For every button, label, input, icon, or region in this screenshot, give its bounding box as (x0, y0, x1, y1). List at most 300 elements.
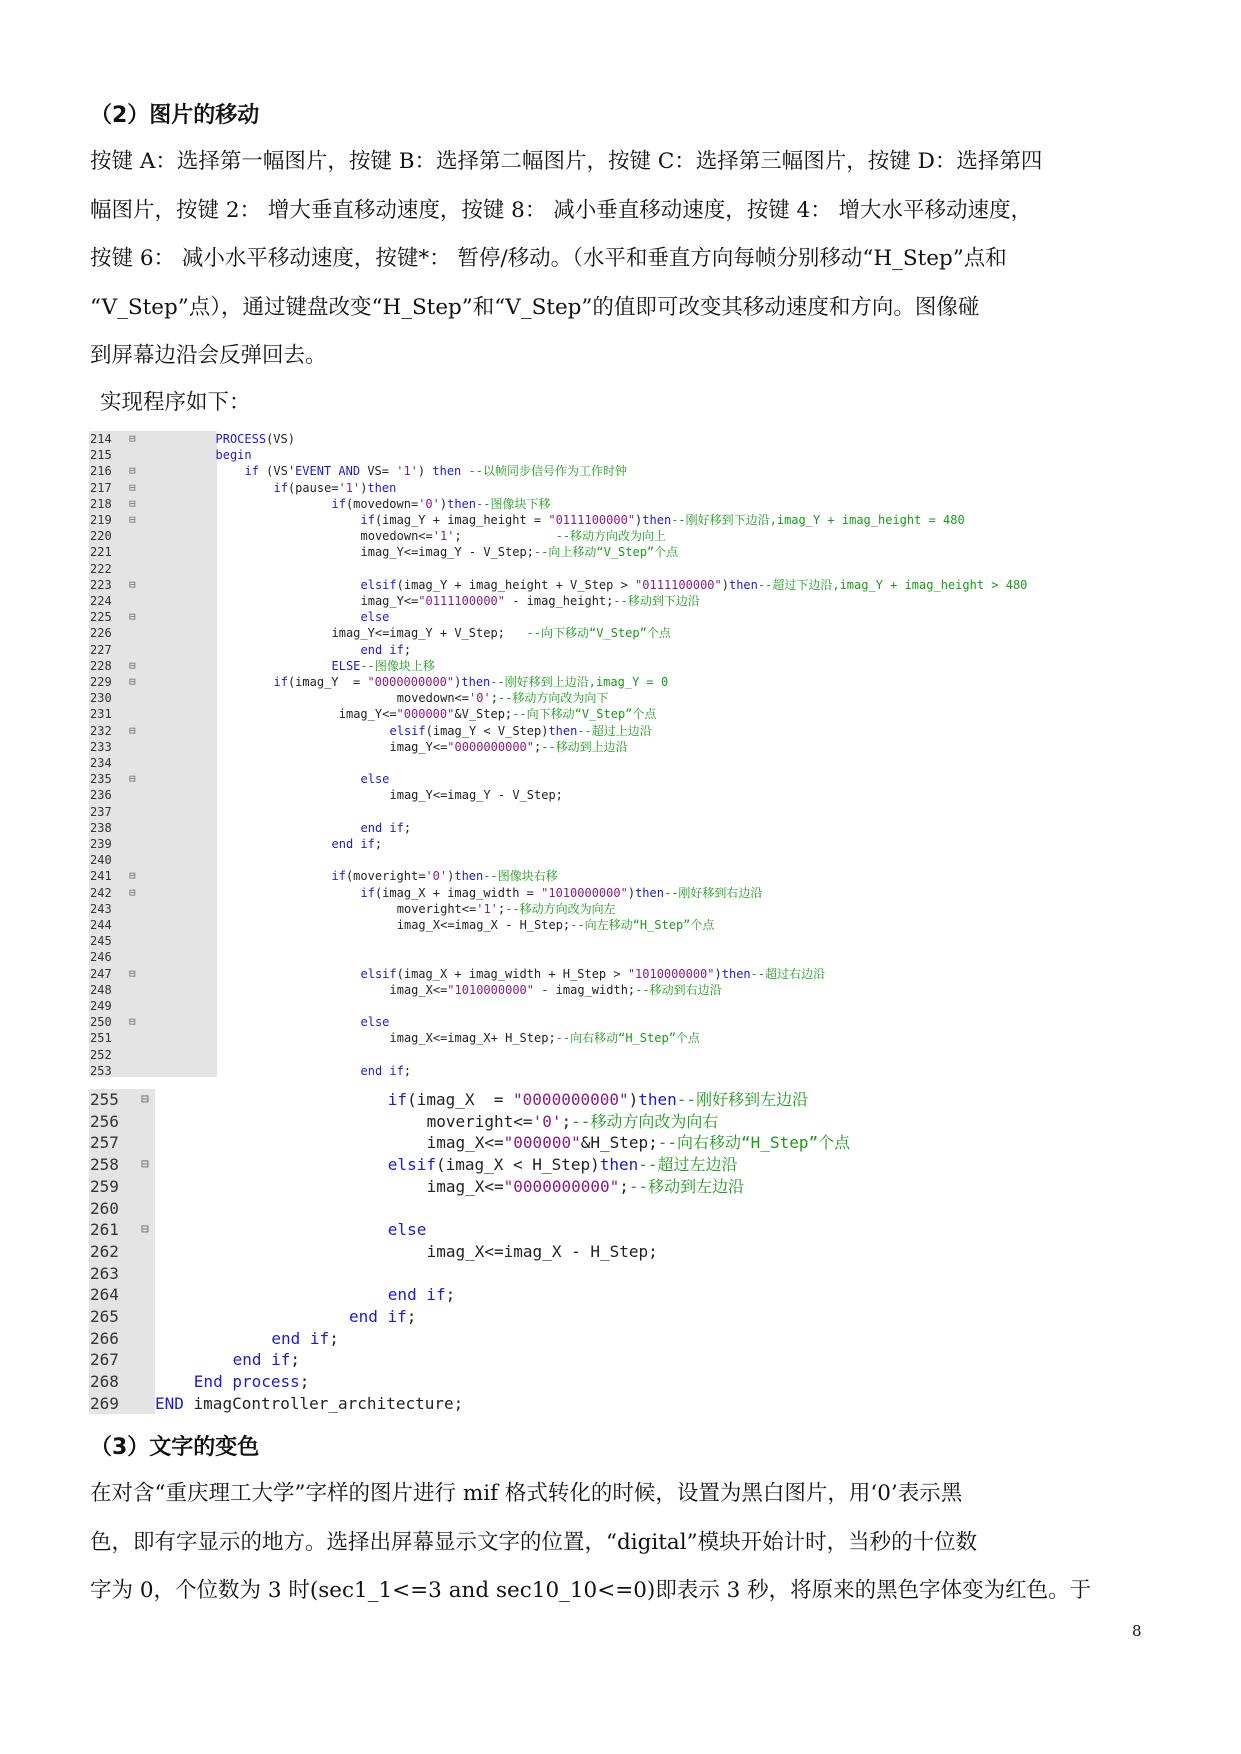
fold-marker-icon[interactable]: ⊟ (129, 610, 136, 624)
line-number: 251 (90, 1031, 112, 1046)
code-text (390, 739, 628, 755)
line-number: 241 (90, 869, 112, 884)
paragraph-line: 色，即有字显示的地方。选择出屏幕显示文字的位置，“digital”模块开始计时，当秒的十位数 (90, 1529, 978, 1555)
line-number: 263 (90, 1263, 119, 1283)
comment-token: --向上移动“V_Step”个点 (533, 545, 679, 560)
code-line (89, 561, 1149, 577)
comment-token: --超过右边沿 (750, 966, 826, 981)
line-number: 220 (90, 529, 112, 544)
line-number: 262 (90, 1241, 119, 1261)
code-token: imag_X<=imag_X - H_Step; (426, 1241, 658, 1261)
line-number: 250 (90, 1015, 112, 1030)
code-text (390, 982, 722, 998)
code-token: ; (329, 1328, 339, 1348)
fold-marker-icon[interactable]: ⊟ (141, 1092, 149, 1107)
comment-token: --移动方向改为向右 (571, 1111, 719, 1131)
code-line (89, 1198, 1149, 1220)
code-token: (imag_X = (407, 1090, 514, 1109)
string-token: '0' (425, 869, 448, 884)
code-token: ; (290, 1350, 301, 1370)
line-number: 214 (90, 432, 112, 446)
fold-marker-icon[interactable]: ⊟ (129, 464, 136, 478)
code-token: ; (403, 642, 412, 657)
line-number: 231 (90, 707, 112, 722)
code-token: (pause= (287, 480, 339, 495)
code-token: (movedown= (345, 496, 419, 511)
code-line (89, 1111, 1149, 1133)
code-line (89, 966, 1149, 982)
string-token: "0000000000" (447, 739, 534, 754)
code-line (89, 1014, 1149, 1030)
paragraph-line: 字为 0，个位数为 3 时(sec1_1<=3 and sec10_10<=0)即表示 3 秒，将原来的黑色字体变为红色。于 (90, 1578, 1092, 1603)
code-token: ; (561, 1111, 572, 1131)
keyword-token: then (721, 966, 751, 981)
code-token: (imag_Y + imag_height = (374, 513, 549, 527)
section-3-paragraph (90, 1470, 1156, 1616)
line-number: 249 (90, 999, 112, 1013)
code-token: ; (403, 1063, 412, 1078)
string-token: "0111100000" (548, 513, 636, 527)
code-token: ; (445, 1285, 456, 1305)
line-number: 252 (90, 1047, 112, 1062)
code-text (390, 787, 563, 803)
code-line (89, 1219, 1149, 1241)
keyword-token: begin (215, 448, 252, 463)
code-line (89, 1241, 1149, 1263)
code-token: imag_Y<= (338, 707, 397, 722)
keyword-token: PROCESS (215, 432, 267, 446)
code-text (388, 1284, 455, 1306)
code-text (397, 901, 616, 917)
keyword-token: then (642, 513, 672, 527)
code-text (361, 577, 1028, 593)
string-token: "1010000000" (447, 982, 534, 997)
line-number: 267 (90, 1350, 119, 1370)
code-token: ; (497, 901, 506, 916)
code-line (89, 658, 1149, 674)
keyword-token: then (635, 885, 664, 900)
code-token: imag_Y<=imag_Y + V_Step; (331, 626, 527, 641)
code-token: ) (721, 577, 729, 592)
code-line (89, 1328, 1149, 1350)
keyword-token: end if (271, 1328, 330, 1348)
code-line (89, 1154, 1149, 1176)
code-token: ) (628, 1090, 639, 1109)
code-text (361, 512, 965, 528)
code-token: (imag_X + imag_width = (374, 885, 542, 900)
code-line (89, 1176, 1149, 1198)
code-text (361, 771, 390, 787)
code-line (89, 1306, 1149, 1328)
comment-token: --向下移动“V_Step”个点 (512, 707, 657, 722)
code-line (89, 901, 1149, 917)
line-number: 224 (90, 594, 112, 608)
fold-marker-icon[interactable]: ⊟ (129, 1015, 136, 1029)
code-token: imag_X<= (426, 1133, 504, 1153)
string-token: '0' (532, 1111, 562, 1131)
line-number: 230 (90, 691, 112, 706)
code-line (89, 1393, 1149, 1415)
code-line (89, 1089, 1149, 1111)
line-number: 245 (90, 934, 112, 949)
keyword-token: End process (193, 1372, 300, 1392)
code-text (332, 836, 383, 852)
paragraph-line: 按键 A：选择第一幅图片，按键 B：选择第二幅图片，按键 C：选择第三幅图片，按键 D：选择第四 (90, 149, 1043, 174)
fold-marker-icon[interactable]: ⊟ (129, 772, 136, 786)
string-token: "0111100000" (635, 577, 722, 592)
page-number: 8 (1132, 1622, 1142, 1640)
line-number: 216 (90, 464, 112, 479)
code-token: - imag_height; (505, 594, 614, 608)
code-line (89, 1263, 1149, 1285)
line-number: 246 (90, 950, 112, 965)
keyword-token: ELSE (331, 658, 361, 673)
comment-token: --移动到右边沿 (635, 982, 722, 997)
code-line (89, 1349, 1149, 1371)
code-token: &V_Step; (454, 707, 513, 722)
code-token: ) (627, 885, 636, 900)
code-token: imag_X<=imag_X+ H_Step; (389, 1031, 556, 1046)
string-token: '1' (476, 901, 498, 916)
code-token: ) (360, 480, 368, 495)
string-token: "000000" (396, 707, 455, 722)
comment-token: --以帧同步信号作为工作时钟 (461, 464, 627, 479)
code-text (339, 706, 657, 722)
code-text (397, 690, 609, 706)
keyword-token: else (360, 610, 390, 625)
keyword-token: if (273, 675, 288, 689)
code-line (89, 642, 1149, 658)
code-line (89, 528, 1149, 544)
code-text (427, 1241, 658, 1263)
fold-marker-icon[interactable]: ⊟ (129, 869, 136, 883)
code-token: ) (417, 464, 433, 479)
code-token: movedown<= (396, 691, 469, 706)
line-number: 269 (90, 1393, 119, 1413)
line-number: 236 (90, 788, 112, 803)
keyword-token: elsif (360, 577, 397, 592)
string-token: '0' (418, 496, 440, 511)
code-text (274, 674, 669, 690)
keyword-token: if (331, 496, 346, 511)
keyword-token: then (447, 496, 477, 511)
code-text (233, 1349, 300, 1371)
code-line (89, 1371, 1149, 1393)
code-token: moveright<= (426, 1111, 533, 1131)
line-number: 261 (90, 1220, 119, 1240)
line-number: 237 (90, 804, 112, 819)
keyword-token: end if (349, 1307, 407, 1326)
code-text (388, 1154, 738, 1176)
keyword-token: if (273, 480, 288, 495)
keyword-token: then (728, 577, 758, 592)
code-text (332, 868, 558, 884)
code-token: imag_Y<=imag_Y - V_Step; (389, 788, 563, 803)
code-token: ; (299, 1372, 310, 1392)
code-text (361, 1014, 390, 1030)
code-line (89, 463, 1149, 479)
code-line (89, 447, 1149, 463)
keyword-token: if (360, 513, 375, 527)
code-text (388, 1089, 808, 1111)
code-token: imag_X<= (426, 1176, 504, 1196)
code-line (89, 949, 1149, 965)
keyword-token: else (360, 772, 390, 787)
code-line (89, 512, 1149, 528)
line-number: 233 (90, 739, 112, 754)
code-text (332, 658, 435, 674)
line-number: 239 (90, 837, 112, 851)
code-text (390, 1030, 700, 1046)
string-token: "0000000000" (503, 1176, 620, 1196)
string-token: "1010000000" (541, 885, 628, 900)
fold-marker-icon[interactable]: ⊟ (129, 496, 136, 510)
line-number: 248 (90, 982, 112, 997)
code-line (89, 755, 1149, 771)
line-number: 259 (90, 1176, 119, 1196)
fold-marker-icon[interactable]: ⊟ (129, 966, 136, 980)
comment-token: --移动到下边沿 (613, 594, 700, 608)
code-line (89, 544, 1149, 560)
keyword-token: EVENT AND (295, 464, 361, 479)
code-text (427, 1132, 851, 1154)
code-text (216, 431, 295, 447)
code-token: ; (374, 837, 383, 851)
line-number: 223 (90, 577, 112, 592)
comment-token: --移动方向改为向下 (497, 691, 609, 706)
code-line (89, 431, 1149, 447)
comment-token: --移动方向改为向左 (505, 901, 616, 916)
code-token: ; (406, 1307, 417, 1326)
code-intro: 实现程序如下： (100, 390, 251, 415)
paragraph-line: 幅图片，按键 2： 增大垂直移动速度，按键 8： 减小垂直移动速度，按键 4： 增大水平移动速度， (90, 197, 1033, 223)
keyword-token: end if (360, 820, 404, 835)
string-token: "0111100000" (418, 594, 505, 608)
code-text (349, 1306, 416, 1328)
code-token: ; (403, 820, 412, 835)
code-line (89, 480, 1149, 496)
fold-marker-icon[interactable]: ⊟ (141, 1157, 149, 1173)
line-number: 253 (90, 1063, 112, 1078)
line-number: 242 (90, 885, 112, 900)
code-token: imag_X<= (389, 982, 448, 997)
comment-token: --超过下边沿,imag_Y + imag_height > 480 (757, 577, 1028, 592)
line-number: 258 (90, 1155, 119, 1175)
code-line (89, 804, 1149, 820)
keyword-token: then (599, 1155, 639, 1175)
fold-marker-icon[interactable]: ⊟ (141, 1222, 149, 1238)
code-token: - imag_width; (534, 982, 636, 997)
code-token: imag_Y<= (389, 739, 448, 754)
fold-marker-icon[interactable]: ⊟ (129, 675, 136, 688)
code-token: imag_X<=imag_X - H_Step; (396, 918, 571, 932)
code-text (427, 1176, 745, 1198)
keyword-token: end if (387, 1285, 446, 1305)
string-token: '1' (396, 464, 418, 479)
code-token: movedown<= (360, 529, 433, 544)
code-token: imag_Y<= (360, 594, 419, 608)
comment-token: --图像块下移 (476, 496, 551, 511)
code-token: ; (534, 739, 542, 754)
keyword-token: if (360, 885, 375, 900)
code-line (89, 852, 1149, 868)
fold-marker-icon[interactable]: ⊟ (129, 723, 136, 737)
line-number: 260 (90, 1198, 119, 1218)
line-number: 244 (90, 918, 112, 932)
keyword-token: end if (360, 642, 404, 657)
line-number: 219 (90, 513, 112, 527)
fold-marker-icon[interactable]: ⊟ (129, 577, 136, 591)
code-line (89, 706, 1149, 722)
comment-token: --向下移动“V_Step”个点 (526, 626, 671, 641)
code-line (89, 885, 1149, 901)
line-number: 225 (90, 610, 112, 625)
section-2-heading: （2）图片的移动 (90, 103, 260, 128)
code-token: ; (619, 1176, 629, 1196)
code-line (89, 674, 1149, 690)
fold-marker-icon[interactable]: ⊟ (129, 513, 136, 526)
code-token: (VS' (258, 464, 296, 479)
code-text (388, 1219, 427, 1241)
comment-token: --超过左边沿 (638, 1155, 738, 1175)
fold-marker-icon[interactable]: ⊟ (129, 885, 136, 899)
fold-marker-icon[interactable]: ⊟ (129, 658, 136, 672)
keyword-token: then (461, 675, 491, 689)
code-text (361, 528, 667, 544)
code-token: ) (635, 513, 643, 527)
line-number: 257 (90, 1133, 119, 1153)
code-token: ) (447, 869, 455, 884)
code-text (361, 885, 763, 901)
comment-token: --移动到左边沿 (628, 1176, 745, 1196)
string-token: '0' (469, 691, 491, 706)
comment-token: --向右移动“H_Step”个点 (555, 1031, 700, 1046)
paragraph-line: 按键 6： 减小水平移动速度，按键*： 暂停/移动。（水平和垂直方向每帧分别移动“H_Step”点和 (90, 246, 1007, 271)
comment-token: --图像块右移 (483, 869, 558, 884)
paragraph-line: “V_Step”点），通过键盘改变“H_Step”和“V_Step”的值即可改变其移动速度和方向。图像碰 (90, 294, 980, 320)
line-number: 235 (90, 772, 112, 787)
code-token: ; (490, 691, 498, 706)
code-text (194, 1371, 310, 1393)
string-token: "0000000000" (513, 1090, 629, 1109)
code-text (216, 447, 252, 463)
section-3-heading: （3）文字的变色 (90, 1435, 260, 1460)
code-line (89, 771, 1149, 787)
comment-token: --刚好移到左边沿 (676, 1090, 809, 1109)
line-number: 227 (90, 642, 112, 657)
code-text (397, 917, 715, 933)
paragraph-line: 在对含“重庆理工大学”字样的图片进行 mif 格式转化的时候，设置为黑白图片，用‘0’表示黑 (90, 1481, 963, 1506)
code-line (89, 1030, 1149, 1046)
line-number: 255 (90, 1090, 119, 1109)
code-text (390, 723, 652, 739)
comment-token: --向左移动“H_Step”个点 (570, 918, 715, 932)
code-token: (imag_X + imag_width + H_Step > (396, 966, 628, 981)
comment-token: --超过上边沿 (577, 723, 652, 738)
code-line (89, 836, 1149, 852)
line-number: 266 (90, 1328, 119, 1348)
line-number: 222 (90, 561, 112, 576)
code-line (89, 609, 1149, 625)
code-token: &H_Step; (580, 1133, 658, 1153)
code-text (427, 1111, 719, 1133)
code-screenshot-1 (89, 431, 1149, 1077)
code-token: (moveright= (345, 869, 426, 884)
code-line (89, 982, 1149, 998)
code-text (361, 593, 700, 609)
code-line (89, 496, 1149, 512)
code-line (89, 917, 1149, 933)
comment-token: --移动方向改为向上 (461, 529, 667, 544)
paragraph-line: 到屏幕边沿会反弹回去。 (90, 343, 327, 368)
code-text (361, 966, 826, 982)
code-token: ; (454, 529, 462, 544)
comment-token: --移动到上边沿 (541, 739, 628, 754)
code-line (89, 1047, 1149, 1063)
fold-marker-icon[interactable]: ⊟ (129, 432, 136, 445)
code-token: (VS) (266, 432, 295, 446)
line-number: 268 (90, 1372, 119, 1392)
line-number: 229 (90, 675, 112, 689)
line-number: 238 (90, 820, 112, 835)
code-token: (imag_Y + imag_height + V_Step > (396, 577, 636, 592)
keyword-token: if (331, 869, 346, 884)
code-text (361, 820, 412, 836)
comment-token: --刚好移到右边沿 (663, 885, 763, 900)
code-line (89, 625, 1149, 641)
code-token: ) (439, 496, 448, 511)
keyword-token: elsif (387, 1155, 436, 1175)
line-number: 265 (90, 1307, 119, 1326)
string-token: "0000000000" (367, 675, 455, 689)
keyword-token: else (360, 1015, 390, 1030)
line-number: 264 (90, 1285, 119, 1305)
code-text (361, 609, 390, 625)
code-line (89, 1284, 1149, 1306)
code-line (89, 998, 1149, 1014)
keyword-token: then (638, 1090, 677, 1109)
keyword-token: then (432, 464, 462, 479)
code-line (89, 690, 1149, 706)
line-number: 217 (90, 480, 112, 495)
code-text (361, 642, 412, 658)
code-token: imagController_architecture; (183, 1393, 464, 1413)
code-text (332, 496, 551, 512)
keyword-token: then (367, 480, 397, 495)
comment-token: --图像块上移 (360, 658, 435, 673)
code-token: (imag_X < H_Step) (435, 1155, 600, 1175)
code-line (89, 1063, 1149, 1079)
line-number: 226 (90, 626, 112, 641)
code-line (89, 820, 1149, 836)
comment-token: --向右移动“H_Step”个点 (657, 1133, 851, 1153)
comment-token: --刚好移到上边沿,imag_Y = 0 (490, 675, 669, 689)
section-2-paragraph (90, 138, 1156, 381)
code-line (89, 739, 1149, 755)
line-number: 234 (90, 756, 112, 770)
code-line (89, 1132, 1149, 1154)
code-token: (imag_Y = (287, 675, 368, 689)
keyword-token: end if (360, 1063, 404, 1078)
line-number: 232 (90, 723, 112, 738)
keyword-token: if (387, 1090, 408, 1109)
keyword-token: then (454, 869, 484, 884)
code-text (271, 1328, 338, 1350)
line-number: 215 (90, 448, 112, 463)
code-line (89, 787, 1149, 803)
string-token: "1010000000" (627, 966, 715, 981)
fold-marker-icon[interactable]: ⊟ (129, 480, 136, 494)
